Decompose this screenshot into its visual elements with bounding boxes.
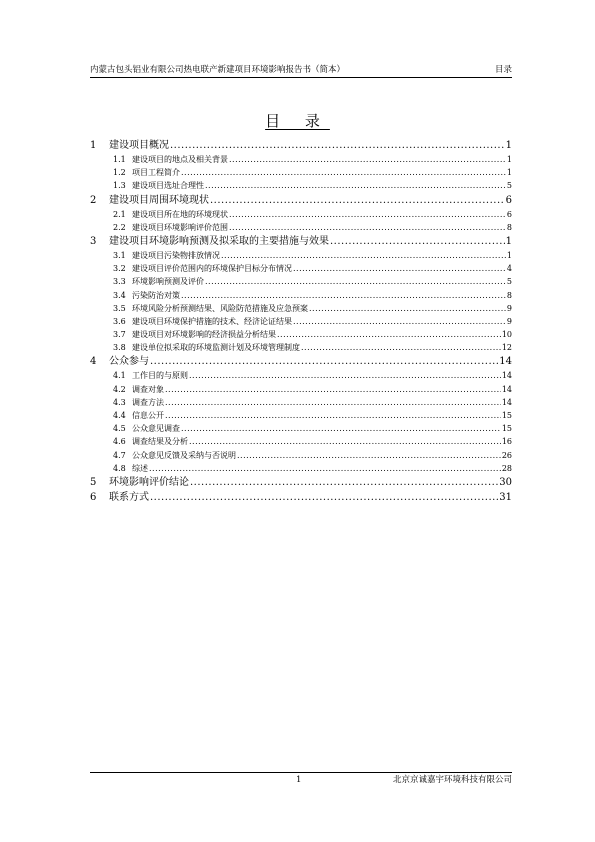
toc-dot-leader	[277, 328, 501, 341]
toc-entry-number: 2.2	[113, 222, 126, 232]
toc-section-entry[interactable]	[90, 369, 512, 382]
toc-section-entry[interactable]	[90, 262, 512, 275]
toc-dot-leader	[181, 166, 506, 179]
toc-entry-title: 信息公开	[132, 411, 164, 420]
toc-entry-title: 公众意见反馈及采纳与否说明	[132, 450, 236, 460]
toc-entry-title: 环境影响预测及评价	[132, 277, 204, 287]
page-number: 1	[296, 775, 302, 785]
toc-entry-page: 1	[506, 168, 512, 178]
toc-dot-leader	[150, 354, 498, 369]
toc-entry-number: 3.8	[113, 343, 126, 353]
toc-entry-title: 环境影响评价结论	[109, 476, 189, 488]
section-label: 目录	[494, 65, 512, 75]
toc-entry-page: 9	[506, 316, 512, 326]
toc-dot-leader	[229, 153, 506, 166]
toc-entry-page: 14	[501, 384, 512, 394]
toc-entry-number: 2.1	[113, 209, 126, 219]
toc-entry-title: 公众参与	[109, 356, 149, 368]
toc-entry-page: 26	[501, 450, 512, 460]
toc-entry-number: 4.5	[113, 424, 126, 434]
toc-entry-title: 污染防治对策	[132, 290, 180, 300]
toc-entry-number: 4.7	[113, 450, 126, 460]
toc-dot-leader	[165, 409, 501, 422]
toc-entry-page: 12	[501, 343, 512, 353]
toc-entry-title: 建设项目环境影响评价范围	[132, 222, 228, 232]
toc-dot-leader	[189, 369, 501, 382]
toc-entry-number: 3	[90, 235, 97, 247]
toc-chapter-entry[interactable]	[90, 475, 512, 490]
toc-entry-title: 建设项目对环境影响的经济损益分析结果	[132, 330, 276, 340]
toc-entry-number: 1	[90, 140, 97, 151]
toc-dot-leader	[170, 138, 505, 153]
toc-entry-title: 建设项目周围环境现状	[109, 194, 209, 206]
toc-entry-page: 1	[506, 155, 512, 164]
toc-dot-leader	[210, 193, 505, 208]
toc-entry-number: 3.4	[113, 290, 126, 300]
toc-entry-page: 4	[506, 264, 512, 274]
toc-section-entry[interactable]	[90, 422, 512, 435]
toc-entry-number: 2	[90, 194, 97, 206]
toc-entry-title: 公众意见调查	[132, 424, 180, 434]
toc-entry-page: 31	[499, 491, 512, 503]
toc-dot-leader	[165, 396, 501, 409]
toc-entry-page: 14	[501, 371, 512, 381]
page-header	[90, 64, 512, 78]
toc-entry-number: 6	[90, 491, 97, 503]
toc-dot-leader	[309, 302, 506, 315]
toc-dot-leader	[229, 208, 506, 221]
toc-section-entry[interactable]	[90, 179, 512, 192]
toc-dot-leader	[221, 249, 506, 262]
toc-entry-title: 调查方法	[132, 397, 164, 407]
toc-chapter-entry[interactable]	[90, 490, 512, 505]
toc-entry-page: 5	[506, 277, 512, 287]
toc-entry-number: 4	[90, 356, 97, 368]
toc-dot-leader	[205, 179, 506, 192]
toc-entry-page: 5	[506, 181, 512, 191]
toc-entry-number: 4.1	[113, 371, 126, 381]
toc-section-entry[interactable]	[90, 166, 512, 179]
toc-entry-number: 1.1	[113, 155, 126, 164]
toc-entry-page: 10	[501, 330, 512, 340]
toc-entry-title: 建设项目的地点及相关背景	[132, 155, 228, 164]
toc-dot-leader	[149, 462, 501, 475]
footer-divider	[90, 772, 512, 773]
toc-section-entry[interactable]	[90, 302, 512, 315]
toc-section-entry[interactable]	[90, 435, 512, 448]
toc-entry-title: 建设项目选址合理性	[132, 181, 204, 191]
toc-section-entry[interactable]	[90, 153, 512, 166]
toc-dot-leader	[330, 234, 505, 249]
toc-entry-title: 建设项目环境影响预测及拟采取的主要措施与效果	[109, 235, 329, 247]
toc-dot-leader	[189, 435, 501, 448]
toc-entry-page: 6	[505, 194, 512, 206]
toc-section-entry[interactable]	[90, 396, 512, 409]
toc-entry-number: 1.3	[113, 181, 126, 191]
header-divider	[90, 77, 512, 78]
toc-entry-number: 5	[90, 476, 97, 488]
toc-section-entry[interactable]	[90, 208, 512, 221]
toc-section-entry[interactable]	[90, 275, 512, 288]
toc-entry-number: 3.6	[113, 316, 126, 326]
toc-entry-title: 工作目的与原则	[132, 371, 188, 381]
toc-entry-number: 3.2	[113, 264, 126, 274]
toc-entry-title: 调查对象	[132, 384, 164, 394]
report-title: 内蒙古包头铝业有限公司热电联产新建项目环境影响报告书（简本）	[90, 65, 346, 75]
toc-entry-number: 4.6	[113, 437, 126, 447]
toc-entry-page: 1	[505, 140, 512, 151]
toc-entry-number: 3.1	[113, 250, 126, 260]
toc-entry-page: 8	[506, 290, 512, 300]
toc-dot-leader	[293, 262, 506, 275]
toc-dot-leader	[293, 315, 506, 328]
toc-dot-leader	[190, 475, 498, 490]
toc-dot-leader	[237, 449, 501, 462]
toc-entry-number: 3.3	[113, 277, 126, 287]
toc-section-entry[interactable]	[90, 289, 512, 302]
toc-entry-title: 项目工程简介	[132, 168, 180, 178]
toc-entry-page: 1	[506, 250, 512, 260]
toc-entry-number: 1.2	[113, 168, 126, 178]
toc-section-entry[interactable]	[90, 449, 512, 462]
toc-section-entry[interactable]	[90, 221, 512, 234]
toc-entry-page: 9	[506, 303, 512, 313]
toc-chapter-entry[interactable]	[90, 138, 512, 153]
toc-section-entry[interactable]	[90, 462, 512, 475]
toc-entry-title: 建设项目概况	[109, 140, 169, 151]
toc-entry-title: 建设项目污染物排放情况	[132, 250, 220, 260]
toc-entry-page: 8	[506, 222, 512, 232]
toc-entry-page: 15	[501, 411, 512, 420]
toc-entry-page: 14	[499, 356, 512, 368]
toc-heading: 目 录	[265, 112, 330, 130]
toc-entry-page: 28	[501, 463, 512, 473]
toc-section-entry[interactable]	[90, 328, 512, 341]
toc-entry-title: 调查结果及分析	[132, 437, 188, 447]
toc-entry-page: 1	[505, 235, 512, 247]
toc-entry-page: 14	[501, 397, 512, 407]
toc-entry-page: 15	[501, 424, 512, 434]
page-footer	[90, 774, 512, 788]
toc-entry-title: 联系方式	[109, 491, 149, 503]
toc-dot-leader	[301, 341, 501, 354]
company-name: 北京京诚嘉宇环境科技有限公司	[392, 775, 512, 785]
toc-entry-number: 4.2	[113, 384, 126, 394]
toc-entry-title: 建设项目环境保护措施的技术、经济论证结果	[132, 316, 292, 326]
toc-entry-title: 综述	[132, 463, 148, 473]
toc-entry-number: 3.5	[113, 303, 126, 313]
toc-section-entry[interactable]	[90, 341, 512, 354]
toc-dot-leader	[150, 490, 498, 505]
toc-entry-title: 建设单位拟采取的环境监测计划及环境管理制度	[132, 343, 300, 353]
table-of-contents	[90, 138, 512, 505]
toc-dot-leader	[181, 422, 501, 435]
toc-section-entry[interactable]	[90, 315, 512, 328]
toc-dot-leader	[181, 289, 506, 302]
toc-entry-number: 4.3	[113, 397, 126, 407]
toc-entry-page: 30	[499, 476, 512, 488]
toc-dot-leader	[229, 221, 506, 234]
toc-entry-number: 4.8	[113, 463, 126, 473]
toc-section-entry[interactable]	[90, 409, 512, 422]
toc-chapter-entry[interactable]	[90, 354, 512, 369]
toc-chapter-entry[interactable]	[90, 234, 512, 249]
toc-chapter-entry[interactable]	[90, 193, 512, 208]
toc-entry-title: 环境风险分析预测结果、风险防范措施及应急预案	[132, 303, 308, 313]
toc-entry-number: 4.4	[113, 411, 126, 420]
toc-entry-page: 6	[506, 209, 512, 219]
toc-entry-page: 16	[501, 437, 512, 447]
toc-section-entry[interactable]	[90, 383, 512, 396]
toc-dot-leader	[165, 383, 501, 396]
toc-entry-title: 建设项目评价范围内的环境保护目标分布情况	[132, 264, 292, 274]
toc-section-entry[interactable]	[90, 249, 512, 262]
toc-dot-leader	[205, 275, 506, 288]
toc-entry-number: 3.7	[113, 330, 126, 340]
toc-entry-title: 建设项目所在地的环境现状	[132, 209, 228, 219]
